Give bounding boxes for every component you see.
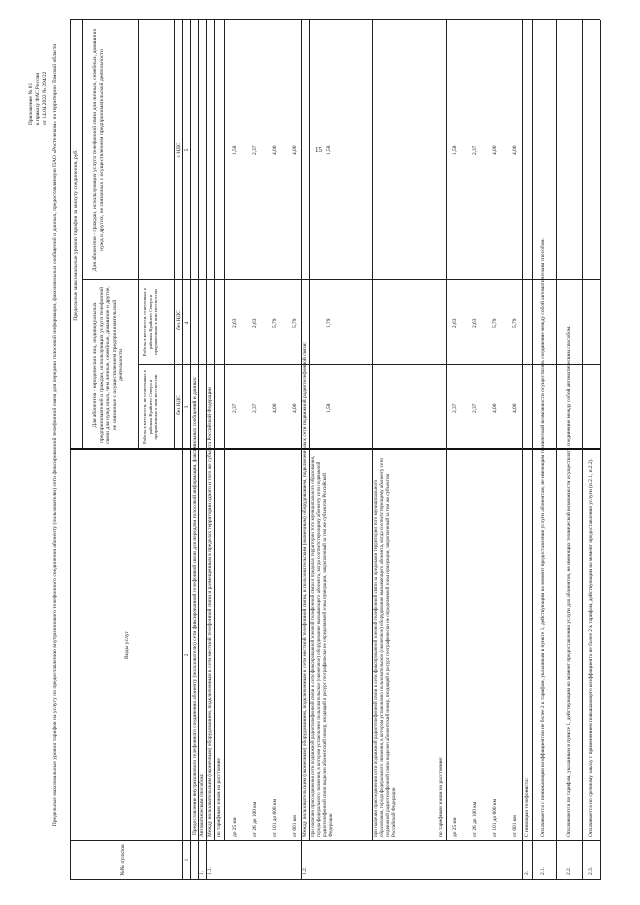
value-cell: 2,63 — [472, 318, 478, 328]
row-line — [522, 20, 523, 880]
vat-row-line — [174, 20, 175, 450]
value-cell: 5,79 — [272, 318, 278, 328]
value-cell: 4,00 — [492, 145, 498, 155]
row-text: С помощью телефониста: — [524, 777, 530, 837]
value-cell: 4,00 — [292, 403, 298, 413]
page-number: 15 — [315, 146, 322, 154]
value-cell: 4,00 — [272, 403, 278, 413]
document-title: Предельные максимальные уровни тарифов на услугу по предоставлению внутризонового телефонного соединения абоненту (пользователю) сети фиксированной телефонной связи для передачи голосовой информации, факсимильных сообщений и данных, предоставляемую ПАО «Ростелеком» на территории Томской области — [52, 43, 58, 827]
header-sub-b: Работы в местности, отнесенных к районам Крайнего Севера и приравненным к ним местностям — [142, 287, 159, 357]
section-title: Предоставление внутризонового телефонного соединения абоненту (пользователю) сети фиксированной телефонной связи для передачи голосовой информации, факсимильных сообщений и данных: — [192, 376, 198, 835]
header-subgroup-legal: Для абонентов - юридических лиц, индивидуальных предпринимателей и граждан, использующих услуги телефонной связи для нужд иных, чем личные, семейные, домашние и другие, не связанные с осуществлением предпринимательской деятельности — [92, 286, 125, 444]
header-col-type: Виды услуг — [124, 631, 130, 659]
row-number: 2.3. — [588, 866, 594, 875]
value-cell: 2,63 — [252, 318, 258, 328]
value-cell: 2,37 — [452, 403, 458, 413]
distance-label: до 25 км — [232, 817, 238, 837]
row-number: 2. — [524, 870, 530, 875]
value-cell: 2,37 — [232, 403, 238, 413]
row-number: 1.1. — [207, 866, 213, 875]
value-cell: 4,00 — [512, 145, 518, 155]
header-vat-without-a: без НДС — [176, 395, 182, 415]
row-line — [446, 20, 447, 841]
value-cell: 2,63 — [232, 318, 238, 328]
value-cell: 2,37 — [472, 403, 478, 413]
value-cell: 4,00 — [272, 145, 278, 155]
row-text: Автоматическим способом: — [199, 773, 205, 837]
value-cell: 4,00 — [292, 145, 298, 155]
distance-heading: по тарифным зонам на расстояние: — [438, 756, 444, 837]
value-cell: 1,79 — [326, 318, 332, 328]
col-number-5: 5 — [184, 148, 190, 152]
distance-label: до 25 км — [452, 817, 458, 837]
distance-label: от 101 до 600 км — [272, 798, 278, 837]
row-text: при наличии присоединения сети подвижной радиотелефонной связи к сети фиксированной зоновой телефонной связи за пределами территории того муниципального образования, города федерального значения, в котором установлено пользовательское (оконечное) оборудование вызывающего абонента, когда соответствующему абоненту сети подвижной радиотелефонной связи выделен абонентский номер, входящий в ресурс географически не определяемой зоны нумерации, закрепленный за тем же субъектом Российской Федерации — [374, 458, 397, 837]
group-header-line — [82, 20, 83, 450]
row-text: Оплачивается с понижающим коэффициентом не более 2 к тарифам, указанным в пункте 1, действующим на момент предоставления услуги абонентам, не имеющим технической возможности осуществлять соединение между собой автоматическим способом. — [540, 238, 546, 837]
value-cell: 5,79 — [492, 318, 498, 328]
col-number-1: 1 — [184, 858, 190, 862]
value-cell: 1,58 — [452, 145, 458, 155]
row-line — [556, 20, 557, 880]
col-divider-type — [70, 449, 600, 451]
table-border-bottom — [600, 20, 601, 880]
value-cell: 2,37 — [472, 145, 478, 155]
row-line — [224, 20, 225, 841]
row-text: Между пользовательским (оконечным) оборудованием, подключенным к сети местной телефонной связи и размещенным в пределах территории одного и того же субъекта Российской Федерации — [207, 387, 213, 837]
appendix-line-3: от 14.04.2022 № 294/22 — [42, 71, 48, 125]
value-cell: 5,79 — [292, 318, 298, 328]
value-cell: 1,58 — [326, 145, 332, 155]
col-number-4: 4 — [184, 321, 190, 325]
distance-label: от 601 км — [512, 815, 518, 837]
row-number: 1.2. — [302, 866, 308, 875]
distance-label: от 101 до 600 км — [492, 798, 498, 837]
distance-label: от 26 до 100 км — [252, 801, 258, 837]
value-cell: 2,37 — [252, 403, 258, 413]
col-number-3: 3 — [184, 405, 190, 409]
header-vat-with: с НДС — [176, 142, 182, 158]
row-line — [309, 20, 310, 841]
row-line — [532, 20, 533, 880]
row-text: Оплачиваются по тарифам, указанным в пункте 1, действующим на момент предоставления услуги для абонентов, не имеющих технической возможности осуществлять соединение между собой автоматическим способом. — [566, 325, 572, 837]
header-vat-without-b: без НДС — [176, 310, 182, 330]
distance-heading: по тарифным зонам на расстояние — [216, 758, 222, 837]
value-cell: 5,79 — [512, 318, 518, 328]
table-border-right — [70, 19, 600, 20]
value-cell: 4,00 — [492, 403, 498, 413]
row-text: Между пользовательским (оконечным) оборудованием, подключенным к сети местной телефонной связи, и пользовательским (оконечным) оборудованием, подключенным к сети подвижной радиотелефонной связи: — [302, 342, 308, 837]
header-group: Предельные максимальные уровни тарифов за минуту соединения, руб. — [73, 149, 79, 321]
row-line — [372, 20, 373, 841]
row-number: 2.1. — [540, 866, 546, 875]
table-border-top — [70, 20, 71, 880]
appendix-line-1: Приложение № 61 — [28, 82, 34, 125]
row-line — [582, 20, 583, 880]
value-cell: 1,58 — [232, 145, 238, 155]
value-cell: 2,37 — [252, 145, 258, 155]
row-line — [214, 20, 215, 841]
row-text: при наличии присоединения сети подвижной радиотелефонной связи к сети фиксированной зоновой телефонной связи в пределах территории того муниципального образования, города федерального значения, в котором установлено пользовательское (оконечное) оборудование вызывающего абонента, когда соответствующему абоненту сети подвижной радиотелефонной связи выделен абонентский номер, входящий в ресурс географически не определяемой зоны нумерации, закрепленный за тем же субъектом Российской Федерации — [311, 456, 334, 837]
subgroup-header-line — [138, 20, 139, 450]
row-number: 1. — [199, 870, 205, 875]
col-number-2: 2 — [184, 653, 190, 657]
appendix-line-2: к приказу ФАС России — [35, 72, 41, 125]
value-cell: 2,63 — [452, 318, 458, 328]
header-col-num: №№ пунктов — [120, 844, 126, 876]
table-border-left — [70, 879, 600, 880]
distance-label: от 26 до 100 км — [472, 801, 478, 837]
value-cell: 4,00 — [512, 403, 518, 413]
row-text: Оплачивается по срочному заказу с применением повышающего коэффициента не более 2 к тарифам, действующим на момент предоставления услуги (п.2.1, п.2.2). — [588, 458, 594, 837]
distance-label: от 601 км — [292, 815, 298, 837]
row-number: 2.2. — [566, 866, 572, 875]
header-sub-a: Работы в местности, не отнесенных к районам Крайнего Севера и приравненных к ним местностям — [142, 370, 159, 444]
col-divider-num — [70, 840, 600, 841]
value-cell: 1,58 — [326, 403, 332, 413]
header-subgroup-citizens: Для абонентов - граждан, использующих услуги телефонной связи для личных, семейных, домашних нужд и других, не связанных с осуществлением предпринимательской деятельности — [92, 28, 105, 272]
